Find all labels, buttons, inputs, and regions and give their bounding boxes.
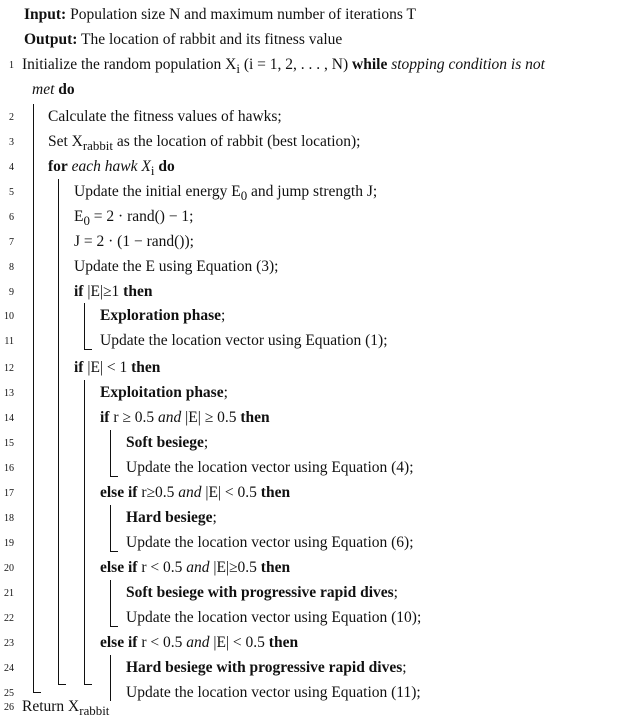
line-text: ; <box>203 434 209 451</box>
for-block-end <box>58 684 66 685</box>
line-number: 2 <box>9 112 14 123</box>
line-number: 10 <box>4 311 14 322</box>
line-text: Update the location vector using Equation (4); <box>126 459 414 476</box>
phase-label: Soft besiege with progressive rapid dives <box>126 584 394 601</box>
condition-text: stopping condition is not <box>387 56 545 73</box>
if-exploitation-end <box>84 684 92 685</box>
line-number: 8 <box>9 262 14 273</box>
subscript: rabbit <box>79 703 110 719</box>
algorithm-line-5 <box>0 179 620 204</box>
and-text: and <box>186 559 210 576</box>
line-text: ; <box>221 307 226 324</box>
line-text: Update the location vector using Equation (11); <box>126 684 421 701</box>
algorithm-line-8 <box>0 254 620 279</box>
while-block-end <box>33 692 41 693</box>
for-block-rule <box>58 179 59 684</box>
condition-text: r < 0.5 <box>137 634 187 651</box>
phase-label: Hard besiege <box>126 509 213 526</box>
algorithm-line-11 <box>0 328 620 353</box>
keyword: if <box>74 359 84 376</box>
line-number: 18 <box>4 513 14 524</box>
subscript: 0 <box>240 188 248 204</box>
line-number: 14 <box>4 413 14 424</box>
line-number: 16 <box>4 463 14 474</box>
keyword: do <box>58 81 75 98</box>
line-number: 17 <box>4 488 14 499</box>
line-number: 23 <box>4 638 14 649</box>
algorithm-line-18 <box>0 505 620 530</box>
keyword: for <box>48 158 68 175</box>
subscript: rabbit <box>82 138 113 154</box>
algorithm-line-6 <box>0 204 620 229</box>
phase-label: Exploration phase <box>100 307 222 324</box>
keyword: then <box>131 359 161 376</box>
line-text: as the location of rabbit (best location); <box>112 133 361 150</box>
line-text: ; <box>393 584 398 601</box>
line-text: ; <box>402 659 407 676</box>
hard-besiege-rule <box>110 505 111 551</box>
condition-text: r ≥ 0.5 <box>109 409 159 426</box>
algorithm-line-23 <box>0 630 620 655</box>
algorithm-line-7 <box>0 229 620 254</box>
if-exploration-rule <box>84 303 85 349</box>
line-text: Update the E using Equation (3); <box>74 258 279 275</box>
if-exploitation-rule <box>84 380 85 684</box>
line-text: and jump strength J; <box>247 183 378 200</box>
algorithm-line-3 <box>0 129 620 154</box>
line-text: E <box>74 208 84 225</box>
line-number: 7 <box>9 237 14 248</box>
condition-text: r≥0.5 <box>137 484 179 501</box>
soft-besiege-rule <box>110 430 111 476</box>
keyword: else if <box>100 634 138 651</box>
and-text: and <box>178 484 202 501</box>
line-text: Update the initial energy E <box>74 183 241 200</box>
condition-text: |E| < 1 <box>83 359 132 376</box>
algorithm-line-15 <box>0 430 620 455</box>
soft-dives-rule <box>110 580 111 626</box>
algorithm-line-26 <box>0 694 620 719</box>
algorithm-output <box>0 27 620 52</box>
keyword: then <box>268 634 299 651</box>
algorithm-line-2 <box>0 104 620 129</box>
phase-label: Hard besiege with progressive rapid dives <box>126 659 403 676</box>
line-number: 6 <box>9 212 14 223</box>
subscript: i <box>150 163 155 179</box>
algorithm-line-10 <box>0 303 620 328</box>
line-number: 4 <box>9 162 14 173</box>
algorithm-line-20 <box>0 555 620 580</box>
line-number: 11 <box>4 336 14 347</box>
output-text: The location of rabbit and its fitness value <box>81 31 343 48</box>
hard-besiege-end <box>110 551 118 552</box>
condition-text: |E| < 0.5 <box>201 484 261 501</box>
keyword: if <box>100 409 110 426</box>
keyword: else if <box>100 559 138 576</box>
line-text: J = 2 · (1 − rand()); <box>74 233 194 250</box>
algorithm-line-1 <box>0 52 620 77</box>
and-text: and <box>158 409 182 426</box>
keyword: then <box>260 484 291 501</box>
condition-text: met <box>32 81 55 98</box>
phase-label: Soft besiege <box>126 434 204 451</box>
algorithm-line-21 <box>0 580 620 605</box>
subscript: i <box>236 61 240 77</box>
keyword: then <box>260 559 291 576</box>
algorithm-line-14 <box>0 405 620 430</box>
line-text: Update the location vector using Equation (10); <box>126 609 422 626</box>
line-text: = 2 · rand() − 1; <box>89 208 194 225</box>
subscript: 0 <box>83 213 90 229</box>
line-number: 24 <box>4 663 14 674</box>
line-number: 5 <box>9 187 14 198</box>
line-number: 25 <box>4 688 14 699</box>
algorithm-line-24 <box>0 655 620 680</box>
if-exploration-end <box>84 349 92 350</box>
condition-text: each hawk X <box>67 158 151 175</box>
line-number: 26 <box>4 702 14 713</box>
algorithm-line-17 <box>0 480 620 505</box>
input-label: Input: <box>24 6 67 23</box>
line-number: 3 <box>9 137 14 148</box>
and-text: and <box>186 634 210 651</box>
line-text: ; <box>212 509 217 526</box>
soft-besiege-end <box>110 476 118 477</box>
algorithm-line-19 <box>0 530 620 555</box>
condition-text: r < 0.5 <box>137 559 187 576</box>
algorithm-line-1-continued <box>0 77 620 102</box>
algorithm-input <box>0 2 620 27</box>
algorithm-line-12 <box>0 355 620 380</box>
line-number: 19 <box>4 538 14 549</box>
line-number: 22 <box>4 613 14 624</box>
phase-label: Exploitation phase <box>100 384 224 401</box>
keyword: then <box>123 283 153 300</box>
keyword: while <box>352 56 388 73</box>
algorithm-line-13 <box>0 380 620 405</box>
line-text: Set X <box>48 133 83 150</box>
line-text: Update the location vector using Equation (1); <box>100 332 388 349</box>
line-text: Calculate the fitness values of hawks; <box>48 108 282 125</box>
line-number: 21 <box>4 588 14 599</box>
line-text: ; <box>223 384 228 401</box>
hard-dives-rule <box>110 655 111 701</box>
keyword: then <box>240 409 270 426</box>
condition-text: |E| < 0.5 <box>209 634 269 651</box>
line-number: 9 <box>9 287 14 298</box>
line-number: 12 <box>4 363 14 374</box>
line-text: Update the location vector using Equation (6); <box>126 534 414 551</box>
line-number: 20 <box>4 563 14 574</box>
line-text: Initialize the random population X <box>22 56 237 73</box>
line-number: 15 <box>4 438 14 449</box>
keyword: do <box>158 158 175 175</box>
algorithm-line-16 <box>0 455 620 480</box>
algorithm-line-4 <box>0 154 620 179</box>
line-number: 13 <box>4 388 14 399</box>
keyword: if <box>74 283 84 300</box>
algorithm-line-9 <box>0 279 620 304</box>
keyword: else if <box>100 484 138 501</box>
line-text: Return X <box>22 698 80 715</box>
condition-text: |E|≥1 <box>83 283 124 300</box>
while-block-rule <box>33 104 34 692</box>
line-text: (i = 1, 2, . . . , N) <box>239 56 353 73</box>
input-text: Population size N and maximum number of iterations T <box>70 6 416 23</box>
line-number: 1 <box>9 60 14 71</box>
condition-text: |E|≥0.5 <box>209 559 261 576</box>
output-label: Output: <box>24 31 78 48</box>
soft-dives-end <box>110 626 118 627</box>
condition-text: |E| ≥ 0.5 <box>181 409 241 426</box>
algorithm-line-22 <box>0 605 620 630</box>
